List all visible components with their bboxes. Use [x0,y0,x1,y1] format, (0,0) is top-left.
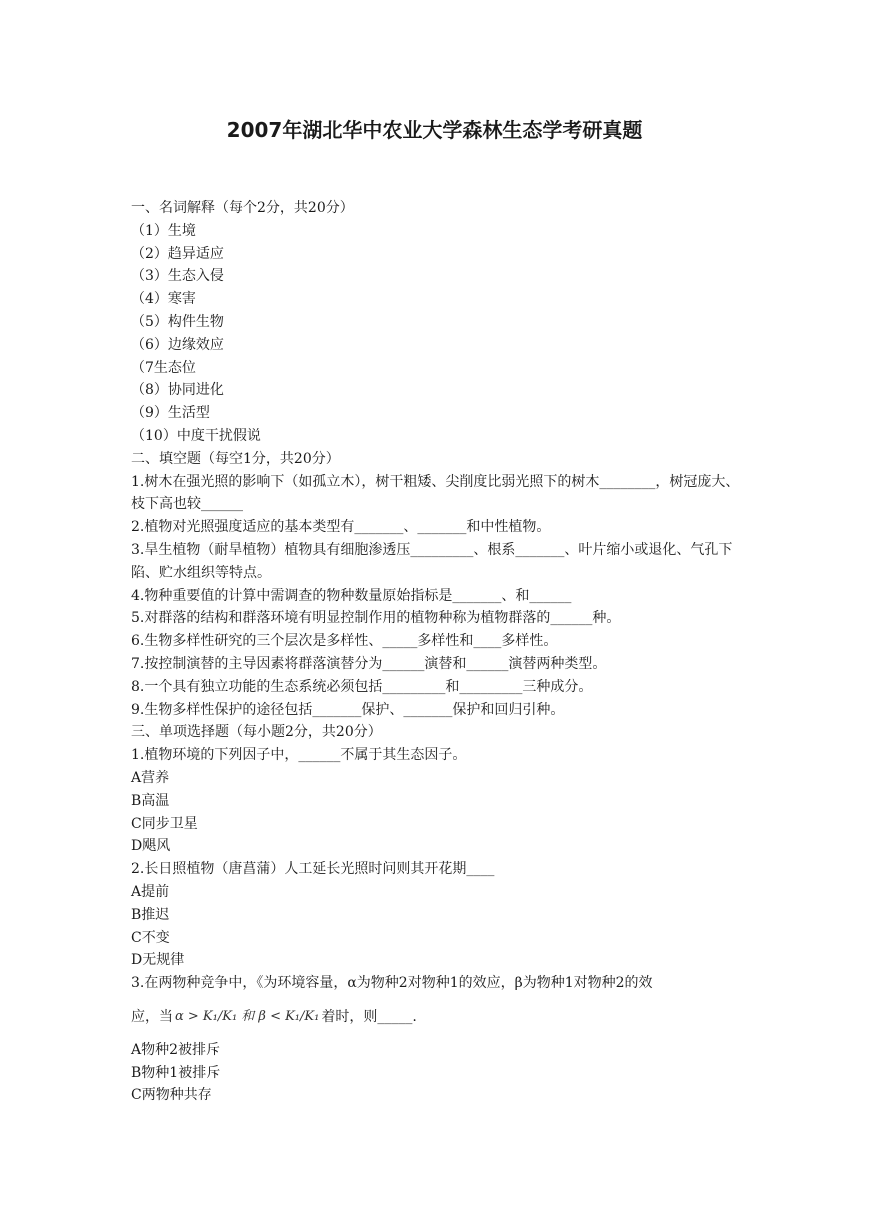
section1-heading: 一、名词解释（每个2分，共20分） [131,200,354,216]
stem-text-after: 着时，则_____. [321,1008,417,1025]
answer-option: B推迟 [131,906,170,923]
answer-option: A物种2被排斥 [131,1041,221,1058]
fill-blank-item: 1.树木在强光照的影响下（如孤立木），树干粗矮、尖削度比弱光照下的树木________，树冠庞大、枝下高也较______ [131,473,740,513]
question-stem: 1.植物环境的下列因子中，______不属于其生态因子。 [131,747,467,764]
term-item: （10）中度干扰假说 [131,427,261,444]
document-body [131,197,741,1107]
competition-formula: α > K₁/K₁ 和 β < K₁/K₁ [175,1008,320,1024]
term-item: （2）趋异适应 [131,245,224,262]
term-item: （4）寒害 [131,291,196,308]
stem-text-before: 应，当 [131,1008,173,1025]
answer-option: A提前 [131,883,170,900]
answer-option: B高温 [131,792,170,809]
fill-blank-item: 5.对群落的结构和群落环境有明显控制作用的植物种称为植物群落的______种。 [131,610,621,627]
answer-option: C不变 [131,929,170,946]
term-item: （1）生境 [131,222,196,239]
answer-option: D无规律 [131,952,185,969]
term-item: （5）构件生物 [131,313,224,330]
fill-blank-item: 8.一个具有独立功能的生态系统必须包括_________和_________三种成分。 [131,678,593,695]
question-stem: 3.在两物种竞争中，《为环境容量，α为物种2对物种1的效应，β为物种1对物种2的效 [131,975,653,992]
question-stem: 2.长日照植物（唐菖蒲）人工延长光照时问则其开花期____ [131,861,495,878]
fill-blank-item: 9.生物多样性保护的途径包括_______保护、_______保护和回归引种。 [131,701,565,718]
fill-blank-item: 7.按控制演替的主导因素将群落演替分为______演替和______演替两种类型。 [131,655,607,672]
term-item: （6）边缘效应 [131,336,224,353]
answer-option: C同步卫星 [131,815,198,832]
question-stem-continued [131,998,741,1036]
fill-blank-item: 6.生物多样性研究的三个层次是多样性、_____多样性和____多样性。 [131,633,558,650]
section3-heading: 三、单项选择题（每小题2分，共20分） [131,724,382,741]
section2-heading: 二、填空题（每空1分，共20分） [131,450,340,467]
document-title: 2007年湖北华中农业大学森林生态学考研真题 [226,118,643,142]
term-item: （3）生态入侵 [131,268,224,285]
fill-blank-item: 3.旱生植物（耐旱植物）植物具有细胞渗透压_________、根系_______、叶片缩小或退化、气孔下陷、贮水组织等特点。 [131,541,733,581]
term-item: （9）生活型 [131,405,210,422]
term-item: （7生态位 [131,359,196,376]
answer-option: C两物种共存 [131,1087,212,1104]
fill-blank-item: 4.物种重要值的计算中需调查的物种数量原始指标是_______、和______ [131,587,572,604]
term-item: （8）协同进化 [131,382,224,399]
answer-option: A营养 [131,769,170,786]
answer-option: B物种1被排斥 [131,1064,221,1081]
fill-blank-item: 2.植物对光照强度适应的基本类型有_______、_______和中性植物。 [131,519,551,536]
answer-option: D飓风 [131,838,171,855]
